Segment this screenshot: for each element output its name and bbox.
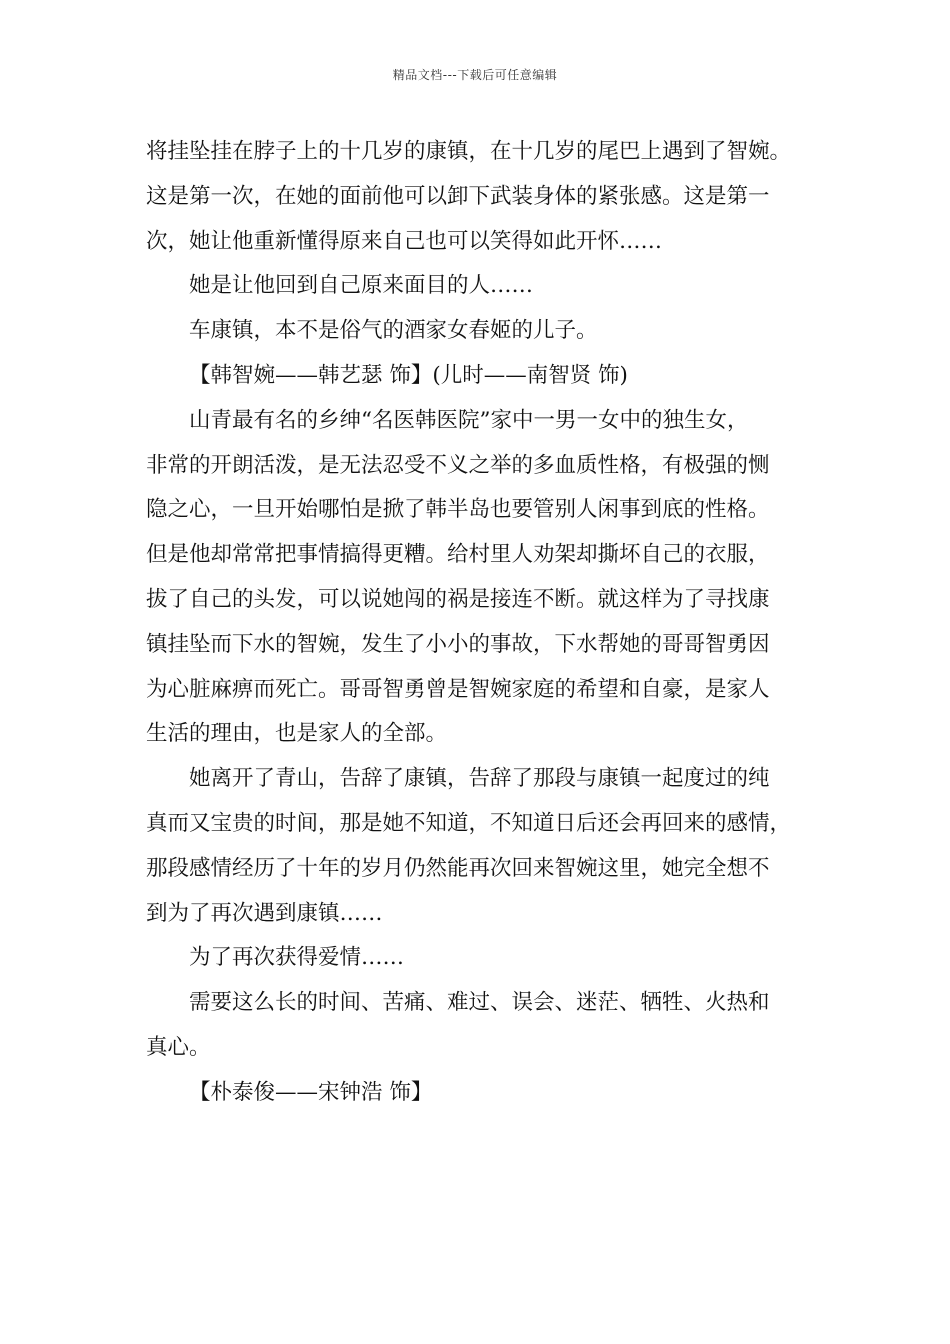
paragraph xyxy=(146,130,836,264)
page-header: 精品文档---下载后可任意编辑 xyxy=(392,68,558,82)
text-line: 山青最有名的乡绅“名医韩医院”家中一男一女中的独生女， xyxy=(189,407,749,433)
paragraph xyxy=(146,1071,836,1116)
text-line: 到为了再次遇到康镇…… xyxy=(146,900,383,926)
text-line: 生活的理由，也是家人的全部。 xyxy=(146,721,448,747)
text-line: 但是他却常常把事情搞得更糟。给村里人劝架却撕坏自己的衣服， xyxy=(146,542,770,568)
text-line: 需要这么长的时间、苦痛、难过、误会、迷茫、牺牲、火热和 xyxy=(189,990,770,1016)
text-line: 次，她让他重新懂得原来自己也可以笑得如此开怀…… xyxy=(146,228,663,254)
paragraph xyxy=(146,981,836,1071)
text-line: 她是让他回到自己原来面目的人…… xyxy=(189,273,534,299)
text-line: 为了再次获得爱情…… xyxy=(189,945,405,971)
text-line: 真心。 xyxy=(146,1034,211,1060)
text-line: 为心脏麻痹而死亡。哥哥智勇曾是智婉家庭的希望和自豪，是家人 xyxy=(146,676,770,702)
text-line: 将挂坠挂在脖子上的十几岁的康镇，在十几岁的尾巴上遇到了智婉。 xyxy=(146,139,792,164)
text-line: 【朴泰俊——宋钟浩 饰】 xyxy=(189,1079,433,1105)
paragraph xyxy=(146,399,836,757)
text-line: 【韩智婉——韩艺瑟 饰】(儿时——南智贤 饰) xyxy=(189,362,628,388)
text-line: 隐之心，一旦开始哪怕是掀了韩半岛也要管别人闲事到底的性格。 xyxy=(146,497,770,523)
paragraph xyxy=(146,757,836,936)
paragraph xyxy=(146,354,836,399)
text-line: 镇挂坠而下水的智婉，发生了小小的事故，下水帮她的哥哥智勇因 xyxy=(146,631,770,657)
text-line: 这是第一次，在她的面前他可以卸下武装身体的紧张感。这是第一 xyxy=(146,183,770,209)
text-line: 真而又宝贵的时间，那是她不知道，不知道日后还会再回来的感情， xyxy=(146,810,792,836)
text-line: 车康镇，本不是俗气的酒家女春姬的儿子。 xyxy=(189,318,598,344)
text-line: 拔了自己的头发，可以说她闯的祸是接连不断。就这样为了寻找康 xyxy=(146,586,770,612)
paragraph xyxy=(146,309,836,354)
paragraph xyxy=(146,936,836,981)
paragraph xyxy=(146,264,836,309)
text-line: 非常的开朗活泼，是无法忍受不义之举的多血质性格，有极强的恻 xyxy=(146,452,770,478)
text-line: 那段感情经历了十年的岁月仍然能再次回来智婉这里，她完全想不 xyxy=(146,855,770,881)
text-line: 她离开了青山，告辞了康镇，告辞了那段与康镇一起度过的纯 xyxy=(189,766,770,792)
document-body xyxy=(146,130,836,1116)
